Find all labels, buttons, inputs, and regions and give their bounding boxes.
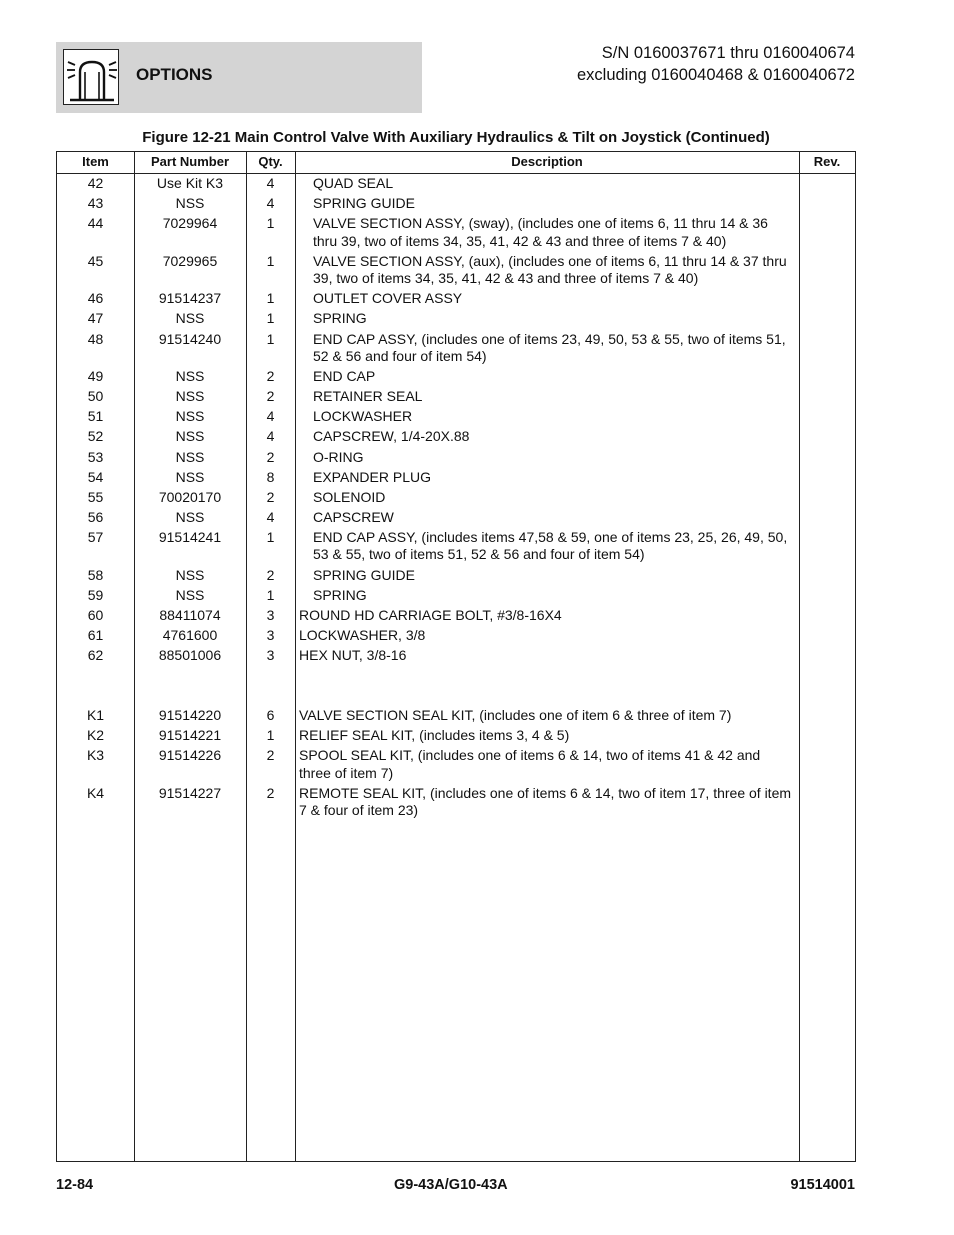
section-title: OPTIONS [136, 65, 213, 84]
item-cell: 52 [87, 428, 104, 445]
qty-cell: 1 [266, 528, 275, 545]
column-header-item: Item [82, 154, 109, 169]
item-cell: 50 [87, 388, 104, 405]
part-number-cell: 7029964 [162, 215, 218, 232]
table-row [57, 586, 855, 606]
serial-line-2: excluding 0160040468 & 0160040672 [576, 66, 855, 84]
rev-cell [795, 567, 851, 585]
table-row [57, 289, 855, 309]
column-header-rev: Rev. [813, 154, 841, 169]
description-cell: REMOTE SEAL KIT, (includes one of items 6 & 14, two of item 17, three of item 7 & four of item 23) [299, 784, 792, 819]
table-row [57, 606, 855, 626]
table-row [57, 330, 855, 368]
table-row [57, 626, 855, 646]
rev-cell [795, 310, 851, 328]
item-cell: 58 [87, 566, 104, 583]
part-number-cell: 91514226 [158, 747, 222, 764]
rev-cell [795, 627, 851, 645]
rev-cell [795, 647, 851, 665]
part-number-cell: 4761600 [162, 626, 218, 643]
column-header-description: Description [511, 154, 583, 169]
table-row [57, 488, 855, 508]
description-cell: SPOOL SEAL KIT, (includes one of items 6 & 14, two of items 41 & 42 and three of item 7) [299, 747, 761, 781]
section-header [56, 42, 422, 113]
part-number-cell: 91514237 [158, 290, 222, 307]
table-row [57, 387, 855, 407]
rev-cell [795, 707, 851, 725]
rev-cell [795, 331, 851, 366]
description-cell: CAPSCREW [313, 508, 394, 525]
description-cell: QUAD SEAL [313, 175, 394, 191]
part-number-cell: NSS [175, 195, 205, 212]
table-row [57, 784, 855, 822]
qty-cell: 2 [266, 488, 275, 505]
item-cell: K1 [86, 706, 105, 723]
item-cell: 47 [87, 310, 104, 327]
qty-cell: 1 [266, 290, 275, 307]
part-number-cell: NSS [175, 566, 205, 583]
table-row [57, 528, 855, 566]
rev-cell [795, 785, 851, 820]
part-number-cell: 91514220 [158, 706, 222, 723]
part-number-cell: NSS [175, 408, 205, 425]
options-doorway-icon [63, 49, 119, 105]
rev-cell [795, 428, 851, 446]
part-number-cell: 88501006 [158, 646, 222, 663]
part-number-cell: NSS [175, 368, 205, 385]
part-number-cell: NSS [175, 428, 205, 445]
table-row [57, 407, 855, 427]
qty-cell: 1 [266, 330, 275, 347]
part-number-cell: 70020170 [158, 488, 222, 505]
qty-cell: 2 [266, 388, 275, 405]
table-body [57, 174, 855, 821]
description-cell: SPRING [313, 586, 367, 603]
description-cell: HEX NUT, 3/8-16 [299, 646, 407, 663]
rev-cell [795, 388, 851, 406]
item-cell: 44 [87, 215, 104, 232]
table-row [57, 427, 855, 447]
description-cell: SPRING GUIDE [313, 195, 415, 212]
item-cell: 45 [87, 252, 104, 269]
qty-cell: 1 [266, 215, 275, 232]
description-cell: SPRING [313, 310, 367, 327]
description-cell: LOCKWASHER [313, 408, 413, 425]
description-cell: SPRING GUIDE [313, 566, 415, 583]
description-cell: SOLENOID [313, 488, 386, 505]
page-number: 12-84 [56, 1177, 94, 1193]
part-number-cell: Use Kit K3 [156, 175, 224, 191]
column-header-part-number: Part Number [150, 154, 230, 169]
table-row [57, 309, 855, 329]
part-number-cell: NSS [175, 586, 205, 603]
table-row [57, 646, 855, 666]
item-cell: 61 [87, 626, 104, 643]
item-cell: 49 [87, 368, 104, 385]
serial-range [577, 42, 855, 86]
description-cell: O-RING [313, 448, 364, 465]
description-cell: VALVE SECTION SEAL KIT, (includes one of item 6 & three of item 7) [299, 706, 732, 723]
part-number-cell: NSS [175, 310, 205, 327]
item-cell: 51 [87, 408, 104, 425]
description-cell: RETAINER SEAL [313, 388, 423, 405]
figure-title: Figure 12-21 Main Control Valve With Auxiliary Hydraulics & Tilt on Joystick (Continued) [142, 129, 770, 146]
table-row [57, 726, 855, 746]
table-row [57, 194, 855, 214]
model-number: G9-43A/G10-43A [394, 1177, 508, 1193]
part-number-cell: 91514240 [158, 330, 222, 347]
rev-cell [795, 215, 851, 250]
qty-cell: 2 [266, 448, 275, 465]
rev-cell [795, 175, 851, 193]
qty-cell: 1 [266, 252, 275, 269]
rev-cell [795, 727, 851, 745]
part-number-cell: 91514227 [158, 784, 222, 801]
description-cell: EXPANDER PLUG [313, 468, 431, 485]
qty-cell: 1 [266, 727, 275, 744]
part-number-cell: NSS [175, 508, 205, 525]
part-number-cell: 91514241 [158, 528, 222, 545]
part-number-cell: 7029965 [162, 252, 218, 269]
column-header-qty: Qty. [258, 154, 283, 169]
rev-cell [795, 290, 851, 308]
qty-cell: 4 [266, 508, 275, 525]
item-cell: 60 [87, 606, 104, 623]
item-cell: 55 [87, 488, 104, 505]
item-cell: K3 [86, 747, 105, 764]
rev-cell [795, 195, 851, 213]
description-cell: ROUND HD CARRIAGE BOLT, #3/8-16X4 [299, 606, 562, 623]
table-row [57, 508, 855, 528]
item-cell: 43 [87, 195, 104, 212]
description-cell: VALVE SECTION ASSY, (sway), (includes one of items 6, 11 thru 14 & 36 thru 39, two of items 34, 35, 41, 42 & 43 and three of items 7 & 40) [313, 215, 768, 249]
rev-cell [795, 747, 851, 782]
table-row [57, 214, 855, 252]
qty-cell: 2 [266, 566, 275, 583]
item-cell: 48 [87, 330, 104, 347]
qty-cell: 2 [266, 784, 275, 801]
rev-cell [795, 489, 851, 507]
item-cell: 57 [87, 528, 104, 545]
rev-cell [795, 469, 851, 487]
item-cell: 62 [87, 646, 104, 663]
part-number-cell: NSS [175, 468, 205, 485]
rev-cell [795, 449, 851, 467]
rev-cell [795, 607, 851, 625]
parts-table [56, 151, 856, 1162]
item-cell: 54 [87, 468, 104, 485]
document-number: 91514001 [790, 1177, 855, 1193]
qty-cell: 3 [266, 646, 275, 663]
table-row [57, 448, 855, 468]
description-cell: CAPSCREW, 1/4-20X.88 [313, 428, 470, 445]
table-row [57, 746, 855, 784]
item-cell: K4 [86, 784, 105, 801]
description-cell: END CAP [313, 368, 376, 385]
table-row [57, 174, 855, 194]
part-number-cell: NSS [175, 448, 205, 465]
description-cell: LOCKWASHER, 3/8 [299, 626, 426, 643]
qty-cell: 4 [266, 428, 275, 445]
rev-cell [795, 253, 851, 288]
description-cell: END CAP ASSY, (includes one of items 23, 49, 50, 53 & 55, two of items 51, 52 & 56 and four of item 54) [313, 330, 786, 365]
description-cell: VALVE SECTION ASSY, (aux), (includes one of items 6, 11 thru 14 & 37 thru 39, two of items 34, 35, 41, 42 & 43 and three of items 7 & 40) [313, 252, 787, 287]
part-number-cell: 91514221 [158, 727, 222, 744]
qty-cell: 1 [266, 586, 275, 603]
item-cell: 42 [87, 175, 104, 191]
table-row [57, 468, 855, 488]
qty-cell: 8 [266, 468, 275, 485]
qty-cell: 1 [266, 310, 275, 327]
qty-cell: 6 [266, 706, 275, 723]
rev-cell [795, 509, 851, 527]
table-row [57, 706, 855, 726]
qty-cell: 4 [266, 175, 275, 191]
qty-cell: 3 [266, 606, 275, 623]
item-cell: 46 [87, 290, 104, 307]
qty-cell: 2 [266, 747, 275, 764]
description-cell: OUTLET COVER ASSY [313, 290, 463, 307]
table-row [57, 367, 855, 387]
qty-cell: 4 [266, 195, 275, 212]
table-row [57, 566, 855, 586]
part-number-cell: 88411074 [159, 606, 221, 623]
rev-cell [795, 408, 851, 426]
part-number-cell: NSS [175, 388, 205, 405]
rev-cell [795, 368, 851, 386]
qty-cell: 4 [266, 408, 275, 425]
description-cell: END CAP ASSY, (includes items 47,58 & 59, one of items 23, 25, 26, 49, 50, 53 & 55, two of items 51, 52 & 56 and four of item 54) [313, 528, 788, 563]
serial-line-1: S/N 0160037671 thru 0160040674 [601, 44, 855, 62]
item-cell: 59 [87, 586, 104, 603]
item-cell: K2 [86, 727, 105, 744]
qty-cell: 3 [266, 626, 275, 643]
item-cell: 56 [87, 508, 104, 525]
qty-cell: 2 [266, 368, 275, 385]
rev-cell [795, 587, 851, 605]
rev-cell [795, 529, 851, 564]
item-cell: 53 [87, 448, 104, 465]
table-row [57, 252, 855, 290]
description-cell: RELIEF SEAL KIT, (includes items 3, 4 & 5) [299, 727, 570, 744]
